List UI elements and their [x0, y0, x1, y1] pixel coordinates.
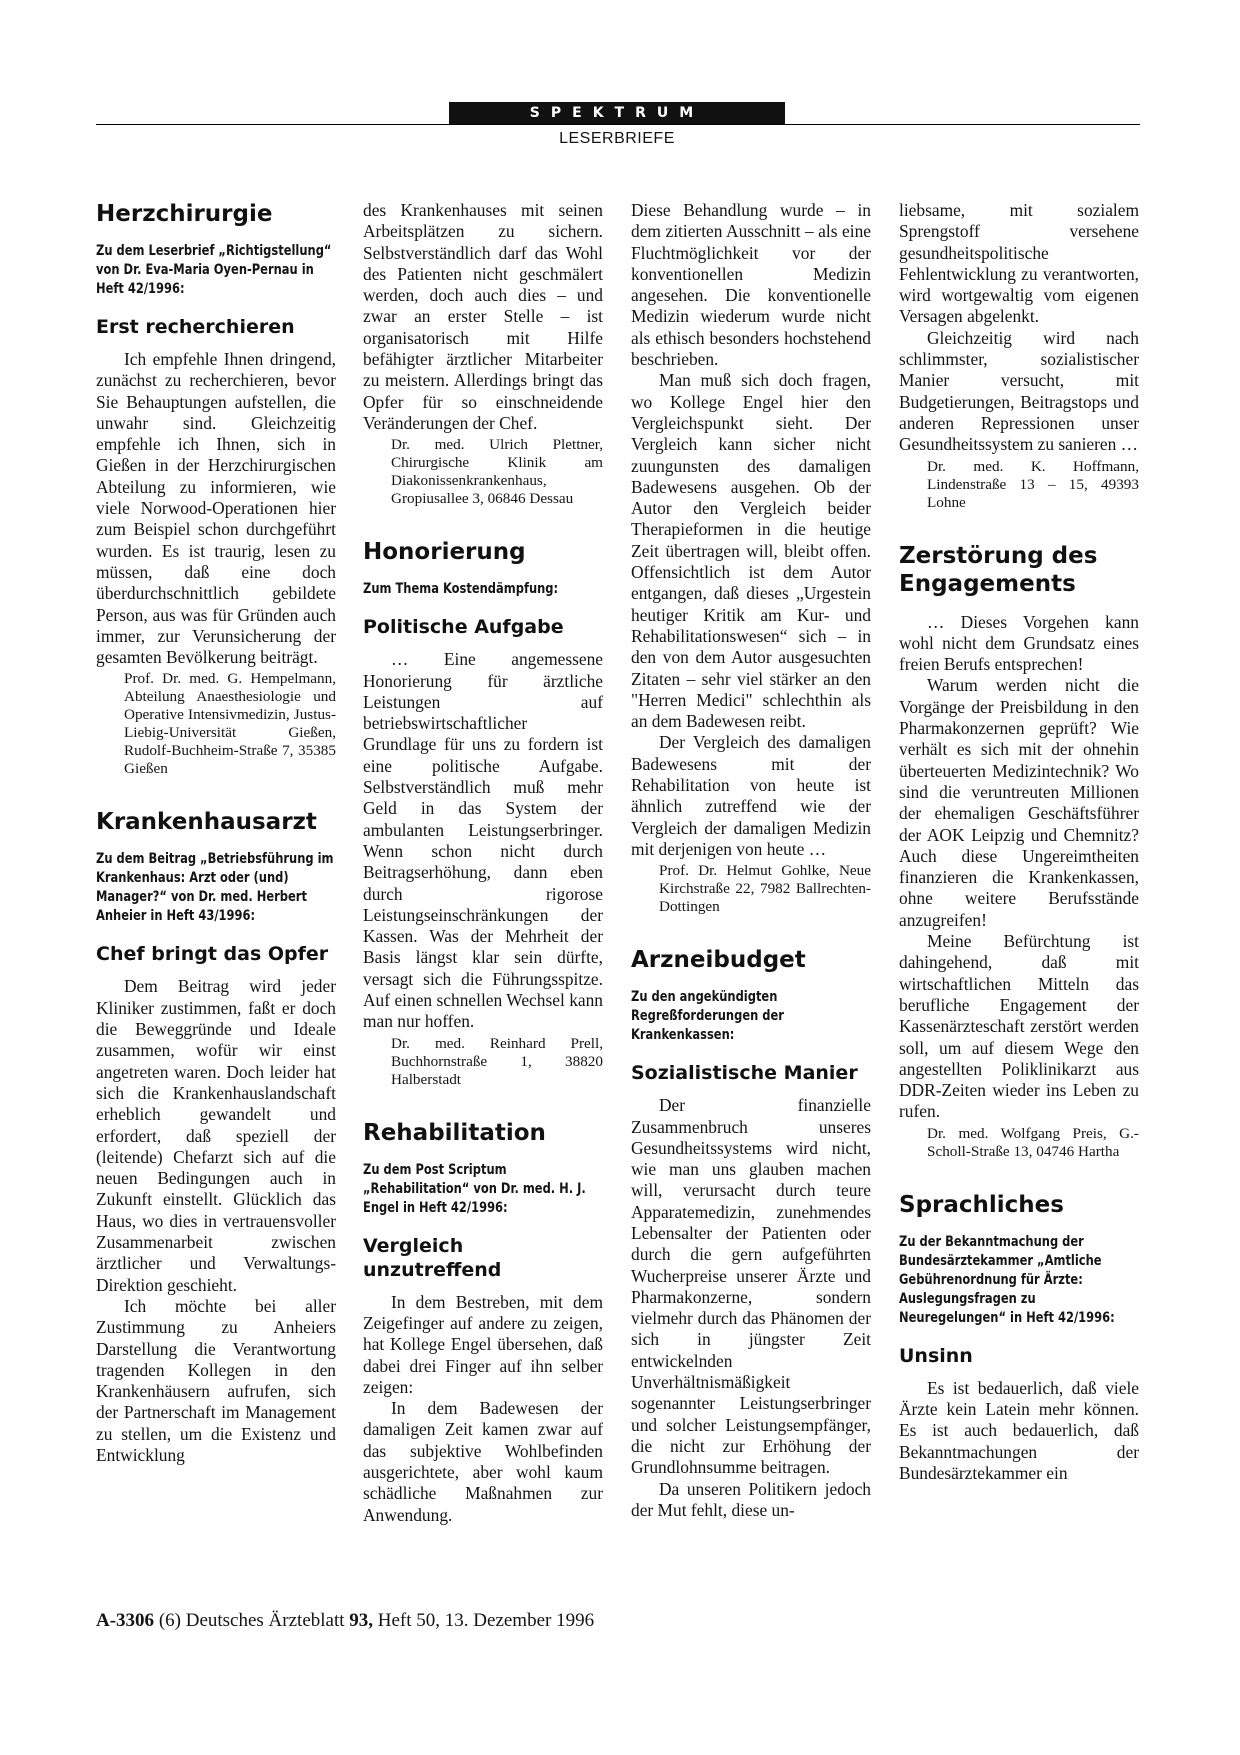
letter-headline: Unsinn: [899, 1344, 973, 1367]
letter-headline: Politische Aufgabe: [363, 616, 564, 639]
letter-paragraph: Dem Beitrag wird jeder Kliniker zustimmen, faßt er doch die Beweggründe und Ideale zusammen, wofür wir einst angetreten waren. Doch leider hat sich die Krankenhauslandschaft erheblich gewandelt und erfordert, daß speziell der (leitende) Chefarzt sich auf die neuen Bedingungen auch in Zukunft einstellt. Glücklich das Haus, wo dies in vertrauensvoller Zusammenarbeit zwischen ärztlicher und Verwaltungs-Direktion geschieht.: [96, 976, 336, 1295]
letter-signature: Dr. med. Wolfgang Preis, G.-Scholl-Straße 13, 04746 Hartha: [927, 1124, 1139, 1160]
letter-paragraph: In dem Bestreben, mit dem Zeigefinger auf andere zu zeigen, hat Kollege Engel übersehen, daß dabei drei Finger auf ihn selber zeigen:: [363, 1291, 603, 1397]
continued-letter: [631, 200, 871, 916]
letter-section: [363, 1119, 603, 1526]
letter-paragraph: In dem Badewesen der damaligen Zeit kamen zwar auf das subjektive Wohlbefinden ausgerichtete, aber wohl kaum schädliche Maßnahmen zur Anwendung.: [363, 1398, 603, 1525]
column-1: [96, 200, 336, 1608]
letter-paragraph: liebsame, mit sozialem Sprengstoff versehene gesundheitspolitische Fehlentwicklung zu verantworten, wird wortgewaltig vom eigenen Versagen abgelenkt.: [899, 200, 1139, 327]
letter-signature: Prof. Dr. med. G. Hempelmann, Abteilung Anaesthesiologie und Operative Intensivmedizin, Justus-Liebig-Universität Gießen, Rudolf-Buchheim-Straße 7, 35385 Gießen: [124, 670, 336, 778]
letter-headline: Sozialistische Manier: [631, 1062, 858, 1085]
reference-intro: Zu dem Post Scriptum „Rehabilitation“ von Dr. med. H. J. Engel in Heft 42/1996:: [363, 1161, 586, 1216]
letter-section: [899, 1191, 1139, 1484]
letter-headline: Erst recherchieren: [96, 316, 295, 338]
letter-headline: Vergleich unzutreffend: [363, 1234, 502, 1281]
letter-signature: Dr. med. K. Hoffmann, Lindenstraße 13 – 15, 49393 Lohne: [927, 457, 1139, 511]
letter-section: [899, 542, 1139, 1161]
letter-paragraph: … Dieses Vorgehen kann wohl nicht dem Grundsatz eines freien Berufs entsprechen!: [899, 611, 1139, 675]
topic-heading: Zerstörung des Engagements: [899, 542, 1098, 597]
reference-intro: Zu der Bekanntmachung der Bundesärztekammer „Amtliche Gebührenordnung für Ärzte: Auslegungsfragen zu Neuregelungen“ in Heft 42/1996:: [899, 1233, 1115, 1326]
letter-paragraph: Der Vergleich des damaligen Badewesens mit der Rehabilitation von heute ist ähnlich zutreffend wie der Vergleich der damaligen Medizin mit derjenigen von heute …: [631, 732, 871, 859]
reference-intro: Zu den angekündigten Regreßforderungen der Krankenkassen:: [631, 989, 784, 1044]
letter-paragraph: des Krankenhauses mit seinen Arbeitsplätzen zu sichern. Selbstverständlich darf das Wohl des Patienten nicht geschmälert werden, doch auch dies – und zwar an erster Stelle – ist organisatorisch mit Hilfe befähigter ärztlicher Mitarbeiter zu meistern. Allerdings bringt das Opfer für so einschneidende Veränderungen der Chef.: [363, 200, 603, 433]
page-number: A-3306: [96, 1610, 155, 1631]
topic-heading: Sprachliches: [899, 1191, 1064, 1218]
letter-signature: Dr. med. Reinhard Prell, Buchhornstraße 1, 38820 Halberstadt: [391, 1034, 603, 1088]
letter-paragraph: Der finanzielle Zusammenbruch unseres Gesundheitssystems wird nicht, wie man uns glauben machen will, verursacht durch teure Apparatemedizin, zunehmendes Lebensalter der Patienten oder durch die gern aufgeführten Wucherpreise unserer Ärzte und Pharmakonzerne, sondern vielmehr durch das Phänomen der sich in jüngster Zeit entwickelnden Unverhältnismäßigkeit sogenannter Leistungserbringer und solcher Leistungsempfänger, die nicht zur Erhöhung der Grundlohnsumme beitragen.: [631, 1095, 871, 1478]
reference-intro: Zu dem Leserbrief „Richtigstellung“ von Dr. Eva-Maria Oyen-Pernau in Heft 42/1996:: [96, 243, 332, 297]
journal-name: (6) Deutsches Ärzteblatt: [158, 1610, 345, 1631]
letter-paragraph: Es ist bedauerlich, daß viele Ärzte kein Latein mehr können. Es ist auch bedauerlich, daß Bekanntmachungen der Bundesärztekammer ein: [899, 1377, 1139, 1483]
topic-heading: Arzneibudget: [631, 947, 806, 974]
column-4: [899, 200, 1139, 1608]
letter-headline: Chef bringt das Opfer: [96, 943, 329, 966]
topic-heading: Herzchirurgie: [96, 201, 273, 227]
issue-date: Heft 50, 13. Dezember 1996: [377, 1610, 595, 1631]
continued-letter: [899, 200, 1139, 512]
topic-heading: Honorierung: [363, 539, 526, 566]
header-rule: [96, 124, 1140, 125]
volume-number: 93,: [349, 1610, 374, 1631]
section-banner: SPEKTRUM: [449, 102, 785, 124]
reference-intro: Zum Thema Kostendämpfung:: [363, 581, 559, 598]
column-2: [363, 200, 603, 1608]
reference-intro: Zu dem Beitrag „Betriebsführung im Krankenhaus: Arzt oder (und) Manager?“ von Dr. med. Herbert Anheier in Heft 43/1996:: [96, 851, 334, 925]
subsection-label: LESERBRIEFE: [559, 130, 675, 147]
letter-paragraph: Ich empfehle Ihnen dringend, zunächst zu recherchieren, bevor Sie Behauptungen aufstellen, die unwahr sind. Gleichzeitig empfehle ich Ihnen, sich in Gießen in der Herzchirurgischen Abteilung zu informieren, wie viele Norwood-Operationen hier zum Beispiel schon durchgeführt wurden. Es ist traurig, lesen zu müssen, daß eine doch überdurchschnittlich gebildete Person, aus was für Gründen auch immer, zur Verunsicherung der gesamten Bevölkerung beiträgt.: [96, 349, 336, 668]
letter-paragraph: … Eine angemessene Honorierung für ärztliche Leistungen auf betriebswirtschaftlicher Grundlage für uns zu fordern ist eine politische Aufgabe. Selbstverständlich muß mehr Geld in das System der ambulanten Leistungserbringer. Wenn schon nicht durch Beitragserhöhung, dann eben durch rigorose Leistungseinschränkungen der Kassen. Was der Mehrheit der Basis längst klar sein dürfte, versagt sich die Führungsspitze. Auf einen schnellen Wechsel kann man nur hoffen.: [363, 649, 603, 1032]
letter-section: [363, 538, 603, 1088]
letter-section: [631, 946, 871, 1521]
topic-heading: Rehabilitation: [363, 1119, 546, 1146]
letter-paragraph: Meine Befürchtung ist dahingehend, daß mit wirtschaftlichen Mitteln das berufliche Engagement der Kassenärzteschaft zerstört werden soll, um auf diesem Wege den angestellten Poliklinikarzt aus DDR-Zeiten wieder ins Leben zu rufen.: [899, 931, 1139, 1122]
letter-signature: Dr. med. Ulrich Plettner, Chirurgische Klinik am Diakonissenkrankenhaus, Gropiusallee 3, 06846 Dessau: [391, 436, 603, 508]
continued-letter: [363, 200, 603, 508]
topic-heading: Krankenhausarzt: [96, 809, 317, 836]
letter-paragraph: Gleichzeitig wird nach schlimmster, sozialistischer Manier versucht, mit Budgetierungen, Beitragstops und anderen Repressionen unser Gesundheitssystem zu sanieren …: [899, 327, 1139, 455]
letter-signature: Prof. Dr. Helmut Gohlke, Neue Kirchstraße 22, 7982 Ballrechten-Dottingen: [659, 862, 871, 916]
letter-paragraph: Da unseren Politikern jedoch der Mut fehlt, diese un-: [631, 1478, 871, 1520]
letter-paragraph: Diese Behandlung wurde – in dem zitierten Ausschnitt – als eine Fluchtmöglichkeit vor der konventionellen Medizin angesehen. Die konventionelle Medizin wiederum wurde nicht als ethisch besonders hochstehend beschrieben.: [631, 200, 871, 370]
letter-section: [96, 200, 336, 778]
page-footer: [96, 1610, 594, 1632]
column-3: [631, 200, 871, 1608]
letter-section: [96, 808, 336, 1466]
letter-paragraph: Ich möchte bei aller Zustimmung zu Anheiers Darstellung die Verantwortung tragenden Kollegen in den Krankenhäusern aufrufen, sich der Partnerschaft im Management zu stellen, um die Existenz und Entwicklung: [96, 1295, 336, 1465]
letter-paragraph: Man muß sich doch fragen, wo Kollege Engel hier den Vergleichspunkt sieht. Der Vergleich kann sicher nicht zuungunsten des damaligen Badewesens ausgehen. Ob der Autor den Vergleich beider Therapieformen in die heutige Zeit übertragen will, bleibt offen. Offensichtlich ist dem Autor entgangen, daß dieses „Urgestein heutiger Kritik am Kur- und Rehabilitationswesen“ sich – in den von dem Autor ausgesuchten Zitaten – sehr viel stärker an den "Herren Medici" schlechthin als an dem Badewesen reibt.: [631, 370, 871, 732]
letter-paragraph: Warum werden nicht die Vorgänge der Preisbildung in den Pharmakonzernen geprüft? Wie verhält es sich mit der ohnehin überteuerten Medizintechnik? Wo sind die veruntreuten Millionen der ehemaligen Geschäftsführer der AOK Leipzig und Chemnitz? Auch diese Ungereimtheiten finanzieren die Krankenkassen, ohne weitere Berufsstände anzugreifen!: [899, 675, 1139, 930]
